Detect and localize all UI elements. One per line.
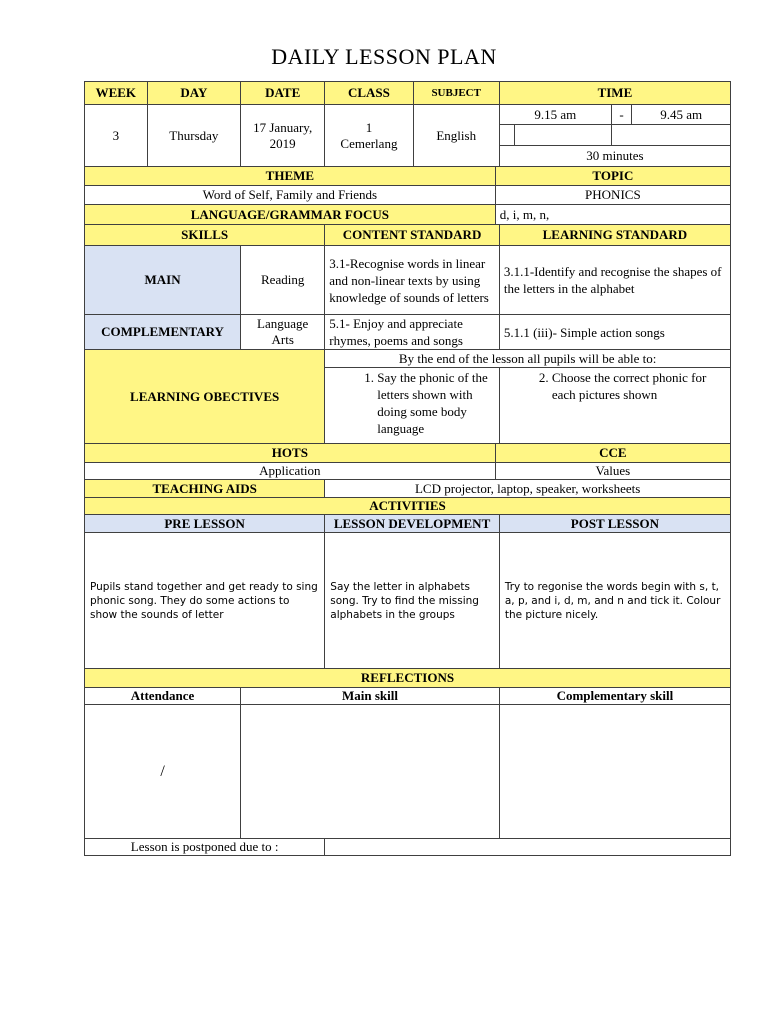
complementary-label: COMPLEMENTARY bbox=[85, 315, 241, 350]
lesson-development-text: Say the letter in alphabets song. Try to find the missing alphabets in the groups bbox=[325, 533, 500, 669]
theme-value: Word of Self, Family and Friends bbox=[85, 186, 496, 205]
date-value bbox=[241, 105, 325, 167]
time-separator: - bbox=[611, 105, 632, 125]
day-header: DAY bbox=[147, 82, 240, 105]
subject-value: English bbox=[413, 105, 499, 167]
date-line-1: 17 January, bbox=[253, 119, 313, 135]
main-skill-reflection bbox=[241, 705, 500, 839]
complementary-content-standard: 5.1- Enjoy and appreciate rhymes, poems and songs bbox=[325, 315, 500, 350]
date-line-2: 2019 bbox=[269, 135, 296, 151]
content-standard-header: CONTENT STANDARD bbox=[325, 225, 500, 246]
topic-value: PHONICS bbox=[495, 186, 730, 205]
complementary-skill-reflection bbox=[499, 705, 730, 839]
complementary-skill-header: Complementary skill bbox=[499, 688, 730, 705]
theme-header: THEME bbox=[85, 167, 496, 186]
week-header: WEEK bbox=[85, 82, 148, 105]
post-lesson-text: Try to regonise the words begin with s, t, a, p, and i, d, m, and n and tick it. Colour the picture nicely. bbox=[499, 533, 730, 669]
lesson-plan-table bbox=[84, 81, 731, 856]
pre-lesson-text: Pupils stand together and get ready to sing phonic song. They do some actions to show the sounds of letter bbox=[85, 533, 325, 669]
language-focus-label: LANGUAGE/GRAMMAR FOCUS bbox=[85, 205, 496, 225]
complementary-learning-standard: 5.1.1 (iii)- Simple action songs bbox=[499, 315, 730, 350]
main-skill: Reading bbox=[241, 246, 325, 315]
objective-1: 1. Say the phonic of the letters shown with doing some body language bbox=[377, 369, 495, 437]
main-learning-standard: 3.1.1-Identify and recognise the shapes of the letters in the alphabet bbox=[499, 246, 730, 315]
class-value bbox=[325, 105, 413, 167]
cce-header: CCE bbox=[495, 444, 730, 463]
time-end: 9.45 am bbox=[632, 105, 731, 125]
postponed-label: Lesson is postponed due to : bbox=[85, 839, 325, 856]
reflections-header: REFLECTIONS bbox=[85, 669, 731, 688]
complementary-skill: Language Arts bbox=[241, 315, 325, 350]
attendance-value: / bbox=[85, 705, 241, 839]
language-focus-value: d, i, m, n, bbox=[495, 205, 730, 225]
pre-lesson-header: PRE LESSON bbox=[85, 515, 325, 533]
post-lesson-header: POST LESSON bbox=[499, 515, 730, 533]
page-title: DAILY LESSON PLAN bbox=[271, 44, 497, 69]
cce-value: Values bbox=[495, 463, 730, 480]
teaching-aids-label: TEACHING AIDS bbox=[85, 480, 325, 498]
attendance-header: Attendance bbox=[85, 688, 241, 705]
learning-standard-header: LEARNING STANDARD bbox=[499, 225, 730, 246]
class-header: CLASS bbox=[325, 82, 413, 105]
subject-header: SUBJECT bbox=[413, 82, 499, 105]
lesson-development-header: LESSON DEVELOPMENT bbox=[325, 515, 500, 533]
objective-2-cell bbox=[499, 368, 730, 444]
time-blank-1 bbox=[499, 125, 514, 146]
hots-value: Application bbox=[85, 463, 496, 480]
activities-header: ACTIVITIES bbox=[85, 498, 731, 515]
time-header: TIME bbox=[499, 82, 730, 105]
postponed-value bbox=[325, 839, 731, 856]
time-blank-2 bbox=[515, 125, 612, 146]
main-skill-header: Main skill bbox=[241, 688, 500, 705]
main-label: MAIN bbox=[85, 246, 241, 315]
time-blank-3 bbox=[611, 125, 730, 146]
day-value: Thursday bbox=[147, 105, 240, 167]
class-line-1: 1 bbox=[365, 119, 373, 135]
hots-header: HOTS bbox=[85, 444, 496, 463]
teaching-aids-value: LCD projector, laptop, speaker, worksheets bbox=[325, 480, 731, 498]
week-value: 3 bbox=[85, 105, 148, 167]
date-header: DATE bbox=[241, 82, 325, 105]
topic-header: TOPIC bbox=[495, 167, 730, 186]
duration-value: 30 minutes bbox=[499, 146, 730, 167]
learning-objectives-label: LEARNING OBECTIVES bbox=[85, 350, 325, 444]
objectives-intro: By the end of the lesson all pupils will be able to: bbox=[325, 350, 731, 368]
skills-header: SKILLS bbox=[85, 225, 325, 246]
time-start: 9.15 am bbox=[499, 105, 611, 125]
objective-2: 2. Choose the correct phonic for each pictures shown bbox=[552, 369, 726, 403]
objective-1-cell bbox=[325, 368, 500, 444]
main-content-standard: 3.1-Recognise words in linear and non-linear texts by using knowledge of sounds of letters bbox=[325, 246, 500, 315]
class-line-2: Cemerlang bbox=[340, 135, 398, 151]
